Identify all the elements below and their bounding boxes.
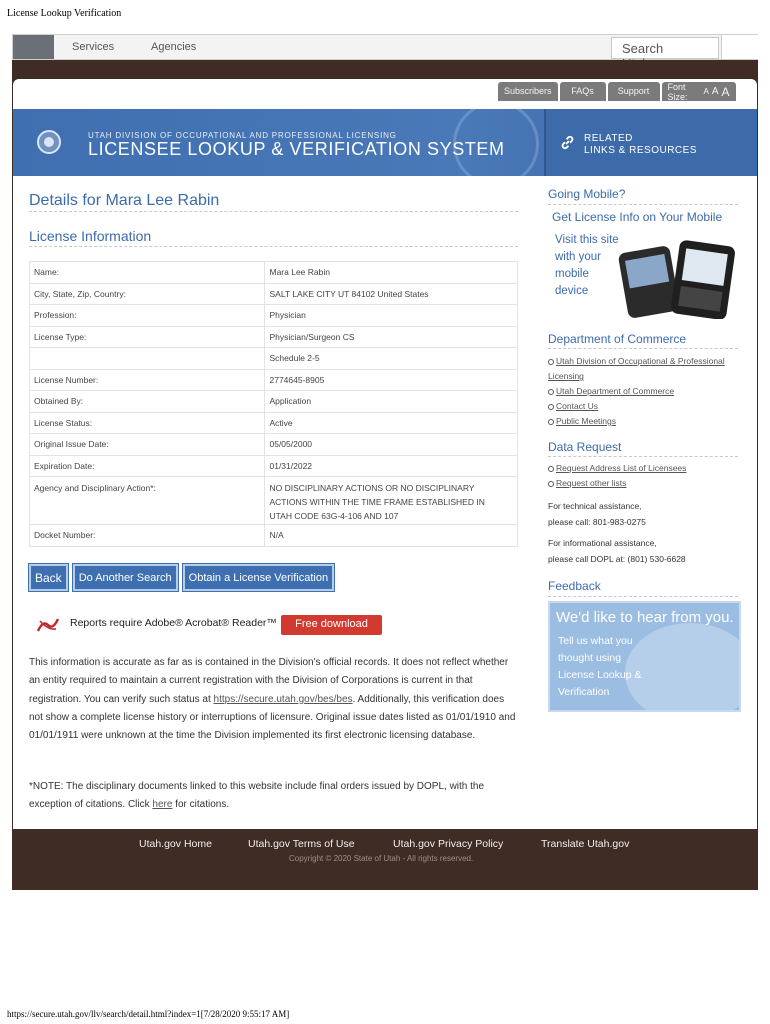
feedback-headline: We'd like to hear from you. <box>556 609 734 626</box>
row-label-status: License Status: <box>30 412 265 434</box>
mobile-promo-heading: Get License Info on Your Mobile <box>552 210 723 224</box>
search-submit-button[interactable] <box>721 35 758 59</box>
row-value-license-type: Physician/Surgeon CS <box>265 326 518 348</box>
adobe-reader-icon <box>34 616 62 634</box>
font-size-large[interactable]: A <box>721 84 730 99</box>
row-label-location: City, State, Zip, Country: <box>30 283 265 305</box>
license-info-table <box>29 261 518 547</box>
footer-utah-home-link[interactable]: Utah.gov Home <box>139 838 212 850</box>
row-value-schedule: Schedule 2-5 <box>265 348 518 370</box>
footer-privacy-link[interactable]: Utah.gov Privacy Policy <box>393 838 504 850</box>
row-value-issue-date: 05/05/2000 <box>265 434 518 456</box>
utility-bar <box>498 82 736 101</box>
feedback-line: Verification <box>558 686 610 698</box>
nav-services-link[interactable]: Services <box>72 41 115 53</box>
disclaimer-paragraph <box>29 654 519 745</box>
feedback-text <box>558 633 641 701</box>
business-entity-search-link[interactable]: https://secure.utah.gov/bes/bes <box>213 693 353 705</box>
mobile-line: mobile <box>555 268 589 280</box>
related-label-line2: LINKS & RESOURCES <box>584 145 697 156</box>
table-row <box>30 326 518 348</box>
technical-assistance <box>548 498 646 530</box>
utah-seal-icon <box>37 130 61 154</box>
going-mobile-heading: Going Mobile? <box>548 187 626 201</box>
copyright-notice: Copyright © 2020 State of Utah - All rights reserved. <box>289 854 474 863</box>
list-item <box>548 384 740 399</box>
note-text-start: *NOTE: The disciplinary documents linked to this website include final orders issued by DOPL, with the exception of citations. Click <box>29 781 485 811</box>
font-size-label: Font Size: <box>667 81 688 102</box>
row-label-profession: Profession: <box>30 305 265 327</box>
adobe-notice-text: Reports require Adobe® Acrobat® Reader™ <box>70 617 277 629</box>
site-banner <box>13 109 757 176</box>
footer-terms-link[interactable]: Utah.gov Terms of Use <box>248 838 355 850</box>
feedback-line: License Lookup & <box>558 669 642 681</box>
disciplinary-line: UTAH CODE 63G-4-106 AND 107 <box>269 511 399 521</box>
informational-assistance <box>548 535 686 567</box>
commerce-links <box>548 354 740 429</box>
disciplinary-line: ACTIONS WITHIN THE TIME FRAME ESTABLISHED IN <box>269 497 485 507</box>
table-row <box>30 391 518 413</box>
print-page-title: License Lookup Verification <box>7 8 122 19</box>
request-address-list-link[interactable]: Request Address List of Licensees <box>556 463 687 473</box>
row-label-docket: Docket Number: <box>30 525 265 547</box>
data-request-links <box>548 461 740 491</box>
feedback-banner[interactable] <box>548 601 741 712</box>
row-label-issue-date: Original Issue Date: <box>30 434 265 456</box>
request-other-lists-link[interactable]: Request other lists <box>556 478 627 488</box>
row-value-name: Mara Lee Rabin <box>265 262 518 284</box>
related-label-line1: RELATED <box>584 133 633 144</box>
table-row <box>30 369 518 391</box>
print-page-url: https://secure.utah.gov/llv/search/detail.html?index=1[7/28/2020 9:55:17 AM] <box>7 1009 290 1019</box>
tech-assist-line: For technical assistance, <box>548 501 642 511</box>
row-label-expiration: Expiration Date: <box>30 455 265 477</box>
row-value-expiration: 01/31/2022 <box>265 455 518 477</box>
row-label-disciplinary: Agency and Disciplinary Action*: <box>30 477 265 525</box>
table-row <box>30 455 518 477</box>
table-row <box>30 348 518 370</box>
feedback-heading: Feedback <box>548 579 601 593</box>
obtain-verification-button[interactable]: Obtain a License Verification <box>183 564 334 591</box>
feedback-line: Tell us what you <box>558 635 633 647</box>
disclaimer-text-end: . Additionally, this verification does not show a complete license history or interruptions of licensure. Original issue dates listed as 01/01/1910 and 01/01/1911 were unknown at the time the Division implemented its first electronic licensing database. <box>29 693 516 742</box>
table-row <box>30 305 518 327</box>
feedback-line: thought using <box>558 652 622 664</box>
font-size-small[interactable]: A <box>703 87 709 96</box>
title-divider <box>29 211 518 212</box>
mobile-line: device <box>555 285 589 297</box>
public-meetings-link[interactable]: Public Meetings <box>556 416 617 426</box>
section-divider <box>29 246 518 247</box>
row-value-disciplinary <box>265 477 518 525</box>
free-download-button[interactable]: Free download <box>281 615 382 635</box>
footer-translate-link[interactable]: Translate Utah.gov <box>541 838 630 850</box>
dopl-link-cont[interactable]: Licensing <box>548 371 584 381</box>
contact-us-link[interactable]: Contact Us <box>556 401 599 411</box>
dopl-link[interactable]: Utah Division of Occupational & Professional <box>556 356 725 366</box>
mobile-line: Visit this site <box>555 234 619 246</box>
citations-link[interactable]: here <box>152 799 173 811</box>
another-search-button[interactable]: Do Another Search <box>73 564 178 591</box>
info-assist-line: For informational assistance, <box>548 538 657 548</box>
banner-title: LICENSEE LOOKUP & VERIFICATION SYSTEM <box>88 139 505 159</box>
related-links-button[interactable] <box>546 109 757 176</box>
data-request-heading: Data Request <box>548 440 622 454</box>
row-value-status: Active <box>265 412 518 434</box>
nav-agencies-link[interactable]: Agencies <box>151 41 197 53</box>
speech-bubble-icon <box>625 623 741 712</box>
row-value-docket: N/A <box>265 525 518 547</box>
sidebar-divider <box>548 348 738 349</box>
sidebar-divider <box>548 596 738 597</box>
disclaimer-text-start: This information is accurate as far as is contained in the Division's official records. It does not reflect whether an entity required to maintain a current registration with the Division of Corporations is current in that registration. You can verify such status at <box>29 657 509 705</box>
section-title: License Information <box>29 228 152 244</box>
list-item <box>548 461 740 476</box>
note-paragraph <box>29 778 519 815</box>
row-label-license-number: License Number: <box>30 369 265 391</box>
list-item <box>548 354 740 369</box>
note-text-end: for citations. <box>172 799 230 811</box>
row-value-location: SALT LAKE CITY UT 84102 United States <box>265 283 518 305</box>
top-navigation <box>12 34 758 60</box>
utah-home-logo-block[interactable] <box>13 35 54 59</box>
row-label-obtained-by: Obtained By: <box>30 391 265 413</box>
table-row <box>30 434 518 456</box>
list-item <box>548 476 740 491</box>
search-input[interactable]: Search <box>611 37 719 59</box>
disciplinary-line: NO DISCIPLINARY ACTIONS OR NO DISCIPLINARY <box>269 483 475 493</box>
back-button[interactable]: Back <box>29 564 68 591</box>
table-row <box>30 283 518 305</box>
tech-assist-phone: please call: 801-983-0275 <box>548 517 646 527</box>
font-size-medium[interactable]: A <box>711 86 719 97</box>
font-size-control <box>662 82 736 101</box>
mobile-promo[interactable] <box>548 205 738 318</box>
support-link[interactable]: Support <box>608 82 660 101</box>
chain-link-icon <box>560 135 575 150</box>
row-value-profession: Physician <box>265 305 518 327</box>
list-item <box>548 369 740 384</box>
list-item <box>548 399 740 414</box>
faqs-link[interactable]: FAQs <box>560 82 606 101</box>
table-row <box>30 412 518 434</box>
sidebar-divider <box>548 456 738 457</box>
table-row <box>30 262 518 284</box>
row-value-license-number: 2774645-8905 <box>265 369 518 391</box>
action-buttons <box>29 564 334 591</box>
commerce-dept-link[interactable]: Utah Department of Commerce <box>556 386 675 396</box>
info-assist-phone: please call DOPL at: (801) 530-6628 <box>548 554 686 564</box>
mobile-line: with your <box>555 251 602 263</box>
row-label-license-type: License Type: <box>30 326 265 348</box>
list-item <box>548 414 740 429</box>
row-label-empty <box>30 348 265 370</box>
subscribers-link[interactable]: Subscribers <box>498 82 558 101</box>
table-row <box>30 525 518 547</box>
table-row <box>30 477 518 525</box>
smartphone-icon <box>603 239 738 319</box>
row-value-obtained-by: Application <box>265 391 518 413</box>
banner-kicker: UTAH DIVISION OF OCCUPATIONAL AND PROFESSIONAL LICENSING <box>88 131 397 140</box>
page-title: Details for Mara Lee Rabin <box>29 192 220 209</box>
commerce-heading: Department of Commerce <box>548 332 687 346</box>
row-label-name: Name: <box>30 262 265 284</box>
